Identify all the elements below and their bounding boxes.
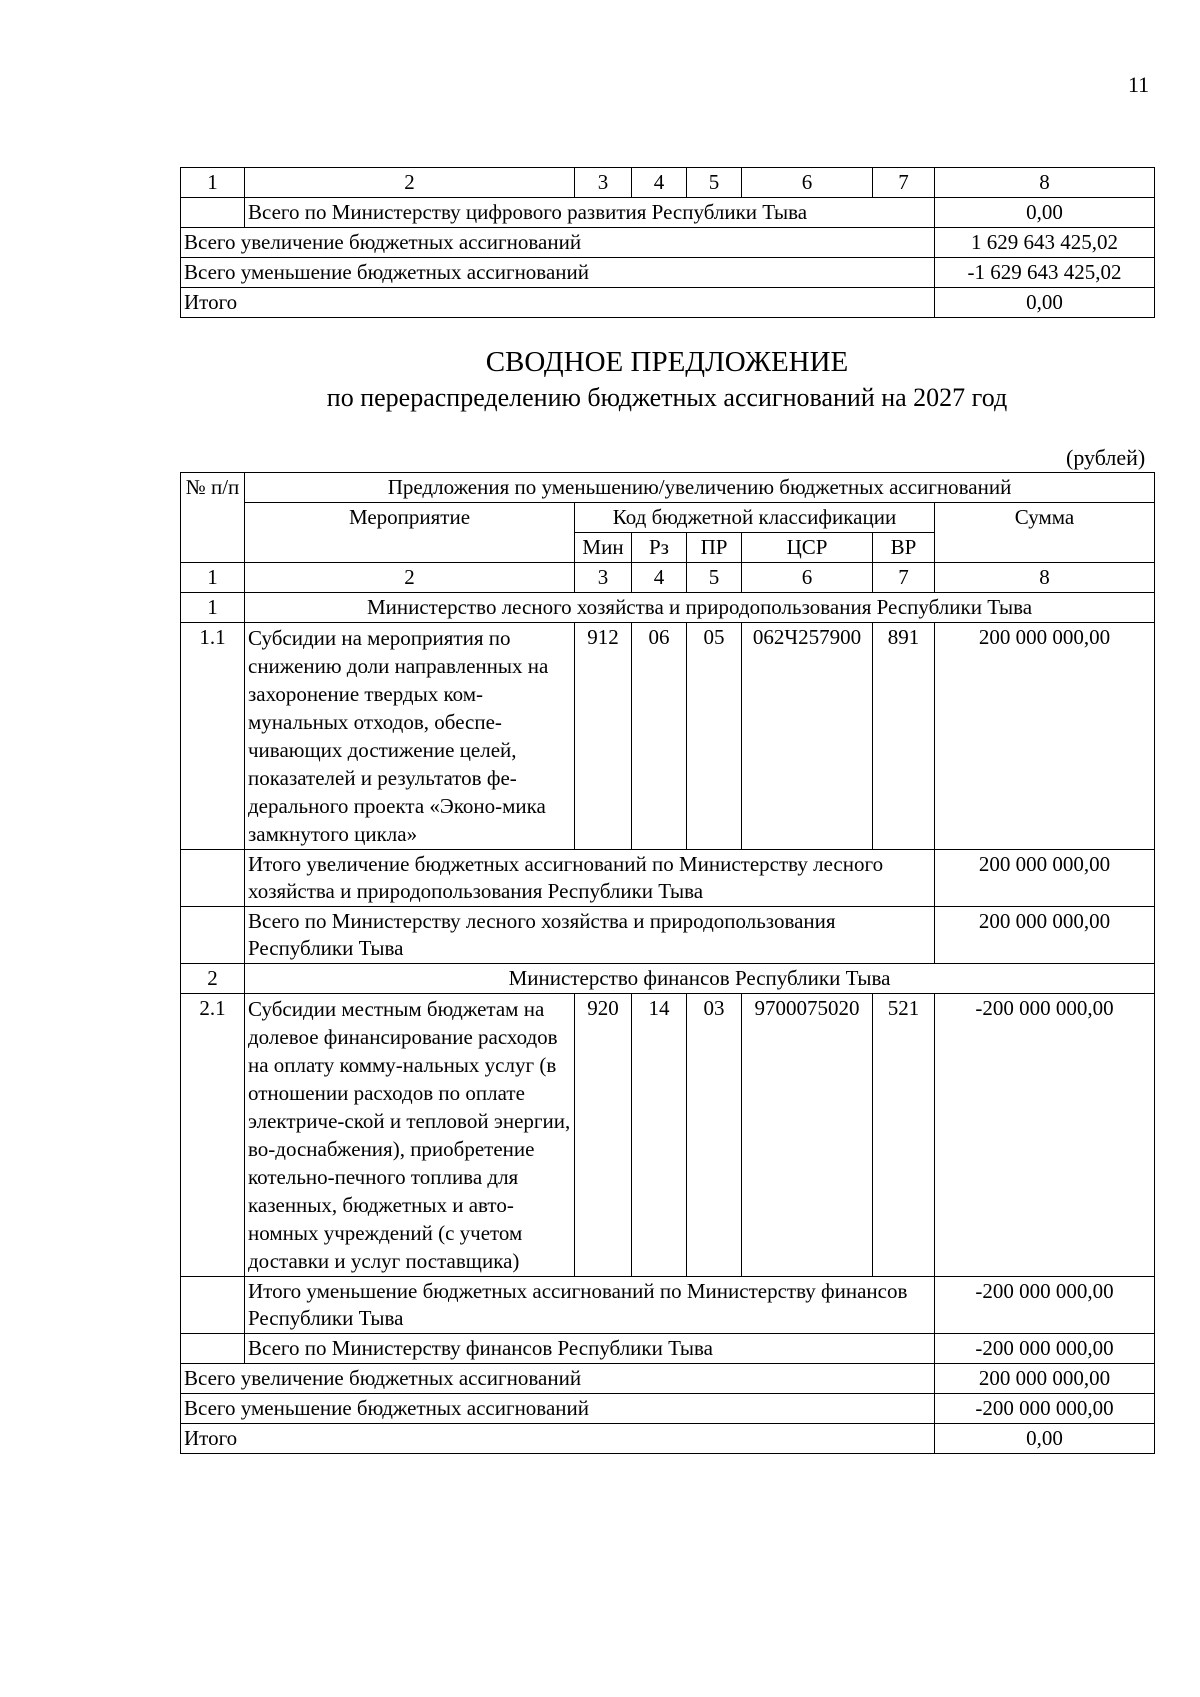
entry-vr: 891 bbox=[873, 623, 935, 850]
total-label: Итого bbox=[181, 288, 935, 318]
total-increase-row bbox=[181, 1364, 1155, 1394]
entry-rz: 14 bbox=[632, 994, 687, 1277]
entry-num: 1.1 bbox=[181, 623, 245, 850]
entry-csr: 9700075020 bbox=[742, 994, 873, 1277]
header-code: Код бюджетной классификации bbox=[575, 503, 935, 533]
total-label: Всего увеличение бюджетных ассигнований bbox=[181, 228, 935, 258]
column-number: 7 bbox=[873, 168, 935, 198]
ministry-header-row bbox=[181, 964, 1155, 994]
header-code-col: ЦСР bbox=[742, 533, 873, 563]
header-code-col: ВР bbox=[873, 533, 935, 563]
units-label: (рублей) bbox=[1066, 445, 1146, 470]
summary-proposal-table bbox=[180, 472, 1155, 1454]
empty-cell bbox=[181, 1277, 245, 1334]
entry-row bbox=[181, 623, 1155, 850]
total-sum: 200 000 000,00 bbox=[935, 1364, 1155, 1394]
entry-pr: 03 bbox=[687, 994, 742, 1277]
continuation-table bbox=[180, 167, 1155, 318]
entry-csr: 062Ч257900 bbox=[742, 623, 873, 850]
header-code-col: Рз bbox=[632, 533, 687, 563]
title-main: СВОДНОЕ ПРЕДЛОЖЕНИЕ bbox=[485, 346, 849, 378]
ministry-name: Министерство финансов Республики Тыва bbox=[245, 964, 1155, 994]
subtotal-label: Итого увеличение бюджетных ассигнований по Министерству лесного хозяйства и природопользования Республики Тыва bbox=[245, 850, 935, 907]
ministry-total-label: Всего по Министерству финансов Республики Тыва bbox=[245, 1334, 935, 1364]
title-subtitle: по перераспределению бюджетных ассигнований на 2027 год bbox=[326, 383, 1008, 412]
column-number: 7 bbox=[873, 563, 935, 593]
ministry-total-label: Всего по Министерству цифрового развития Республики Тыва bbox=[245, 198, 935, 228]
total-increase-row bbox=[181, 228, 1155, 258]
column-number: 6 bbox=[742, 168, 873, 198]
empty-cell bbox=[181, 198, 245, 228]
subtotal-row bbox=[181, 850, 1155, 907]
ministry-total-sum: 200 000 000,00 bbox=[935, 907, 1155, 964]
total-label: Всего уменьшение бюджетных ассигнований bbox=[181, 258, 935, 288]
header-code-col: Мин bbox=[575, 533, 632, 563]
total-sum: 0,00 bbox=[935, 1424, 1155, 1454]
entry-pr: 05 bbox=[687, 623, 742, 850]
total-decrease-row bbox=[181, 1394, 1155, 1424]
grand-total-row bbox=[181, 288, 1155, 318]
header-row bbox=[181, 503, 1155, 533]
ministry-total-row bbox=[181, 198, 1155, 228]
ministry-total-sum: 0,00 bbox=[935, 198, 1155, 228]
empty-cell bbox=[181, 907, 245, 964]
total-sum: -200 000 000,00 bbox=[935, 1394, 1155, 1424]
document-title bbox=[180, 345, 1154, 415]
header-proposals: Предложения по уменьшению/увеличению бюджетных ассигнований bbox=[245, 473, 1155, 503]
total-sum: -1 629 643 425,02 bbox=[935, 258, 1155, 288]
page-number: 11 bbox=[1128, 72, 1150, 97]
ministry-total-sum: -200 000 000,00 bbox=[935, 1334, 1155, 1364]
entry-min: 920 bbox=[575, 994, 632, 1277]
ministry-header-row bbox=[181, 593, 1155, 623]
header-event: Мероприятие bbox=[245, 503, 575, 563]
ministry-total-row bbox=[181, 1334, 1155, 1364]
entry-row bbox=[181, 994, 1155, 1277]
column-number: 6 bbox=[742, 563, 873, 593]
total-decrease-row bbox=[181, 258, 1155, 288]
header-code-col: ПР bbox=[687, 533, 742, 563]
total-label: Всего уменьшение бюджетных ассигнований bbox=[181, 1394, 935, 1424]
entry-num: 2.1 bbox=[181, 994, 245, 1277]
column-number: 4 bbox=[632, 168, 687, 198]
subtotal-sum: 200 000 000,00 bbox=[935, 850, 1155, 907]
column-number: 5 bbox=[687, 563, 742, 593]
ministry-num: 2 bbox=[181, 964, 245, 994]
column-number: 2 bbox=[245, 563, 575, 593]
grand-total-row bbox=[181, 1424, 1155, 1454]
column-number-row bbox=[181, 563, 1155, 593]
entry-vr: 521 bbox=[873, 994, 935, 1277]
column-number: 5 bbox=[687, 168, 742, 198]
header-sum: Сумма bbox=[935, 503, 1155, 563]
ministry-name: Министерство лесного хозяйства и природопользования Республики Тыва bbox=[245, 593, 1155, 623]
header-row bbox=[181, 473, 1155, 503]
entry-text: Субсидии на мероприятия по снижению доли направленных на захоронение твердых ком-мунальных отходов, обеспе-чивающих достижение целей, показателей и результатов фе-дерального проекта «Эконо-мика замкнутого цикла» bbox=[245, 623, 575, 850]
column-number-row bbox=[181, 168, 1155, 198]
empty-cell bbox=[181, 850, 245, 907]
ministry-total-row bbox=[181, 907, 1155, 964]
ministry-total-label: Всего по Министерству лесного хозяйства и природопользования Республики Тыва bbox=[245, 907, 935, 964]
total-sum: 1 629 643 425,02 bbox=[935, 228, 1155, 258]
empty-cell bbox=[181, 1334, 245, 1364]
column-number: 1 bbox=[181, 563, 245, 593]
entry-sum: -200 000 000,00 bbox=[935, 994, 1155, 1277]
ministry-num: 1 bbox=[181, 593, 245, 623]
column-number: 4 bbox=[632, 563, 687, 593]
column-number: 8 bbox=[935, 168, 1155, 198]
entry-rz: 06 bbox=[632, 623, 687, 850]
column-number: 3 bbox=[575, 168, 632, 198]
column-number: 3 bbox=[575, 563, 632, 593]
subtotal-label: Итого уменьшение бюджетных ассигнований по Министерству финансов Республики Тыва bbox=[245, 1277, 935, 1334]
subtotal-row bbox=[181, 1277, 1155, 1334]
column-number: 1 bbox=[181, 168, 245, 198]
entry-min: 912 bbox=[575, 623, 632, 850]
total-sum: 0,00 bbox=[935, 288, 1155, 318]
column-number: 8 bbox=[935, 563, 1155, 593]
subtotal-sum: -200 000 000,00 bbox=[935, 1277, 1155, 1334]
entry-text: Субсидии местным бюджетам на долевое финансирование расходов на оплату комму-нальных услуг (в отношении расходов по оплате электриче-ской и тепловой энергии, во-доснабжения), приобретение котельно-печного топлива для казенных, бюджетных и авто-номных учреждений (с учетом доставки и услуг поставщика) bbox=[245, 994, 575, 1277]
total-label: Всего увеличение бюджетных ассигнований bbox=[181, 1364, 935, 1394]
total-label: Итого bbox=[181, 1424, 935, 1454]
column-number: 2 bbox=[245, 168, 575, 198]
header-num: № п/п bbox=[181, 473, 245, 563]
entry-sum: 200 000 000,00 bbox=[935, 623, 1155, 850]
